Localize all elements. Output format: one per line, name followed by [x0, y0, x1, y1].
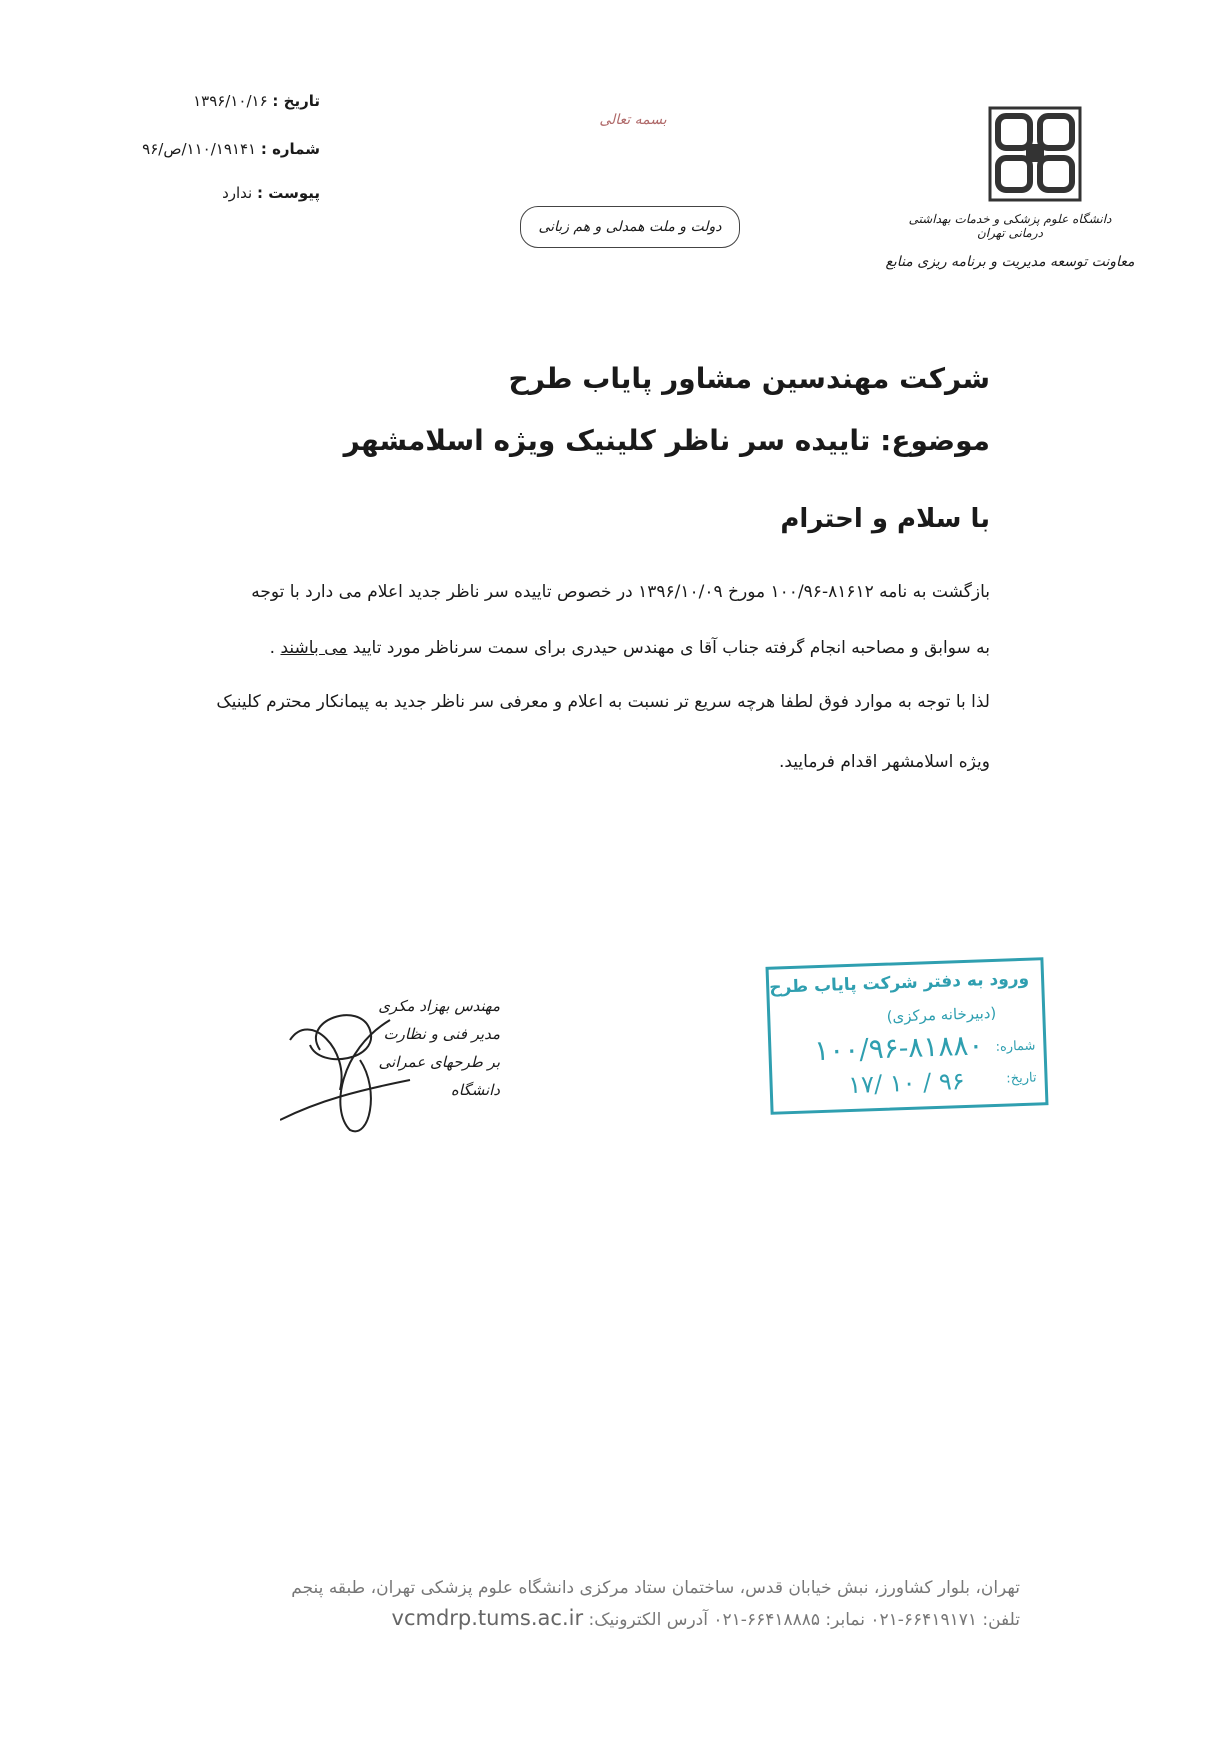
slogan-text: دولت و ملت همدلی و هم زبانی — [538, 219, 722, 235]
greeting: با سلام و احترام — [780, 504, 990, 534]
stamp-date-label: تاریخ: — [1006, 1070, 1037, 1087]
stamp-number-label: شماره: — [995, 1038, 1036, 1055]
body-line-4: ویژه اسلامشهر اقدام فرمایید. — [778, 752, 990, 772]
footer-url[interactable]: vcmdrp.tums.ac.ir — [391, 1606, 584, 1630]
footer-contact-text: تلفن: ۶۶۴۱۹۱۷۱-۰۲۱ نمابر: ۶۶۴۱۸۸۸۵-۰۲۱ آدرس الکترونیک: — [588, 1610, 1020, 1630]
body-line-2-main: به سوابق و مصاحبه انجام گرفته جناب آقا ی مهندس حیدری برای سمت سرناظر مورد تایید — [352, 638, 990, 658]
university-emblem-icon — [988, 106, 1082, 202]
stamp-number-value: ۱۰۰/۹۶-۸۱۸۸۰ — [813, 1028, 984, 1068]
body-line-2-underlined: می باشند — [280, 638, 348, 658]
body-line-2-end: . — [269, 638, 281, 658]
signature-block — [330, 992, 500, 1104]
letter-number — [110, 140, 320, 158]
university-name: دانشگاه علوم پزشکی و خدمات بهداشتی درمانی تهران — [908, 212, 1112, 240]
body-line-1: بازگشت به نامه ۸۱۶۱۲-۱۰۰/۹۶ مورخ ۱۳۹۶/۱۰/۰۹ در خصوص تاییده سر ناظر جدید اعلام می دارد با توجه — [251, 582, 990, 602]
recipient-title: شرکت مهندسین مشاور پایاب طرح — [508, 362, 990, 395]
stamp-date-value: ۹۶ / ۱۰ /۱۷ — [847, 1067, 966, 1100]
subject-line: موضوع: تاییده سر ناظر کلینیک ویژه اسلامشهر — [343, 424, 990, 457]
department-name: معاونت توسعه مدیریت و برنامه ریزی منابع — [885, 254, 1135, 270]
number-value: ۱۱۰/۱۹۱۴۱/ص/۹۶ — [142, 140, 257, 158]
receipt-stamp — [766, 957, 1049, 1115]
attachment-value: ندارد — [222, 184, 253, 202]
bismillah: بسمه تعالی — [599, 112, 667, 128]
footer-address: تهران، بلوار کشاورز، نبش خیابان قدس، ساختمان ستاد مرکزی دانشگاه علوم پزشکی تهران، طبقه پنجم — [291, 1578, 1020, 1598]
attachment-label: پیوست : — [256, 184, 320, 202]
slogan-box — [520, 206, 740, 248]
signer-name: مهندس بهزاد مکری — [378, 997, 500, 1015]
letter-attachment — [110, 184, 320, 202]
letter-date — [110, 92, 320, 110]
stamp-subtitle: (دبیرخانه مرکزی) — [886, 1003, 997, 1026]
signer-dept: بر طرحهای عمرانی دانشگاه — [378, 1053, 500, 1099]
date-label: تاریخ : — [272, 92, 320, 110]
number-label: شماره : — [260, 140, 320, 158]
footer-contact — [200, 1606, 1020, 1630]
date-value: ۱۳۹۶/۱۰/۱۶ — [193, 92, 268, 110]
stamp-title: ورود به دفتر شرکت پایاب طرح — [768, 968, 1030, 998]
signer-title: مدیر فنی و نظارت — [383, 1025, 500, 1043]
body-line-2 — [80, 638, 990, 658]
body-line-3: لذا با توجه به موارد فوق لطفا هرچه سریع تر نسبت به اعلام و معرفی سر ناظر جدید به پیمانکار محترم کلینیک — [216, 692, 990, 712]
